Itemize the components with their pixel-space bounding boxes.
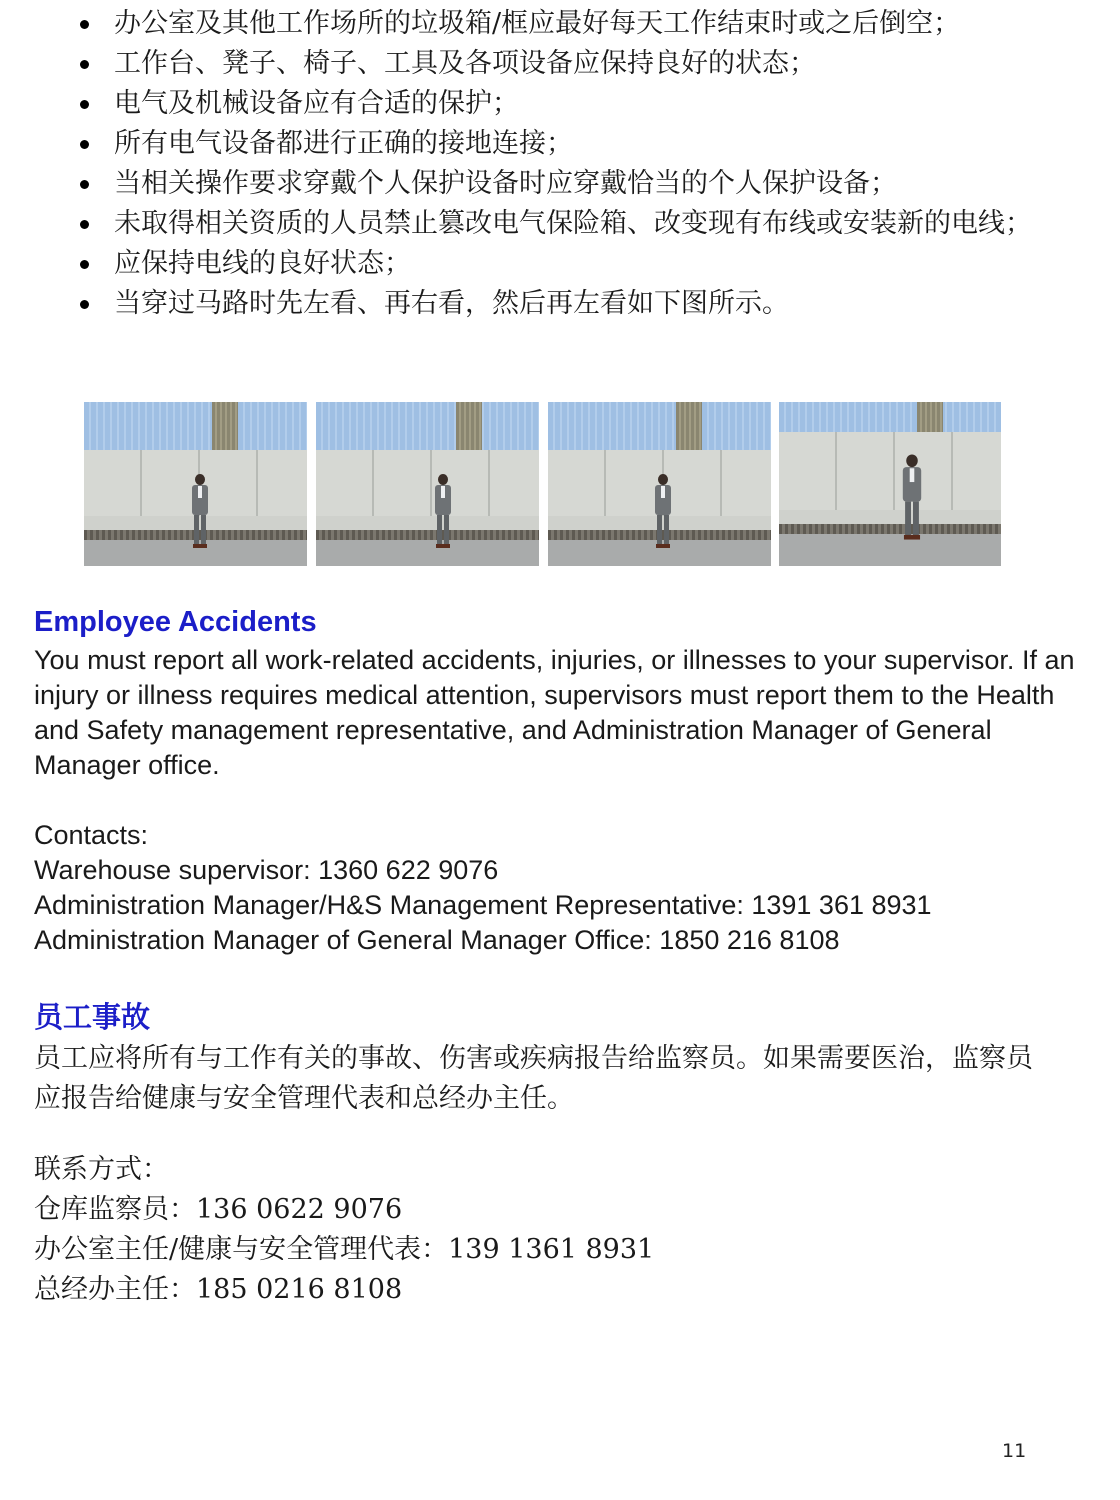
bullet-text: 未取得相关资质的人员禁止篡改电气保险箱、改变现有布线或安装新的电线； bbox=[114, 208, 1032, 239]
person-figure bbox=[434, 474, 452, 548]
accident-paragraph-english: You must report all work-related accidents, injuries, or illnesses to your supervisor. If an injury or illness requires medical attention, supervisors must report them to the Health and Safety management representative, and Administration Manager of General Manager office. bbox=[34, 645, 1075, 780]
bullet-item bbox=[70, 44, 1050, 84]
safety-bullet-list bbox=[70, 4, 1050, 324]
bullet-dot-icon bbox=[80, 260, 89, 269]
bullet-dot-icon bbox=[80, 20, 89, 29]
bullet-item bbox=[70, 284, 1050, 324]
section-heading-english: Employee Accidents bbox=[34, 606, 317, 638]
bullet-text: 电气及机械设备应有合适的保护； bbox=[114, 88, 519, 119]
bullet-item bbox=[70, 244, 1050, 284]
accident-paragraph-chinese: 员工应将所有与工作有关的事故、伤害或疾病报告给监察员。如果需要医治，监察员应报告给健康与安全管理代表和总经办主任。 bbox=[34, 1043, 1033, 1114]
contact-warehouse-supervisor: 仓库监察员：136 0622 9076 bbox=[34, 1194, 403, 1225]
bullet-text: 工作台、凳子、椅子、工具及各项设备应保持良好的状态； bbox=[114, 48, 816, 79]
contacts-block-chinese bbox=[34, 1150, 934, 1310]
bullet-text: 所有电气设备都进行正确的接地连接； bbox=[114, 128, 573, 159]
bullet-text: 当穿过马路时先左看、再右看，然后再左看如下图所示。 bbox=[114, 288, 789, 319]
bullet-dot-icon bbox=[80, 180, 89, 189]
contacts-block-english bbox=[34, 818, 1104, 958]
page-number: 11 bbox=[1002, 1440, 1027, 1462]
contact-hs-representative: Administration Manager/H&S Management Representative: 1391 361 8931 bbox=[34, 890, 932, 920]
bullet-dot-icon bbox=[80, 60, 89, 69]
photo-look-left bbox=[84, 402, 307, 566]
person-figure bbox=[191, 474, 209, 548]
bullet-item bbox=[70, 204, 1050, 244]
person-figure bbox=[654, 474, 672, 548]
bullet-dot-icon bbox=[80, 140, 89, 149]
contact-gm-office: 总经办主任：185 0216 8108 bbox=[34, 1274, 403, 1305]
bullet-text: 办公室及其他工作场所的垃圾箱/框应最好每天工作结束时或之后倒空； bbox=[114, 8, 961, 39]
bullet-text: 当相关操作要求穿戴个人保护设备时应穿戴恰当的个人保护设备； bbox=[114, 168, 897, 199]
bullet-dot-icon bbox=[80, 300, 89, 309]
bullet-item bbox=[70, 84, 1050, 124]
contacts-label: Contacts: bbox=[34, 820, 149, 850]
road-crossing-photo-strip bbox=[84, 402, 1004, 566]
section-heading-chinese: 员工事故 bbox=[34, 1000, 151, 1034]
photo-crossing bbox=[779, 402, 1001, 566]
bullet-item bbox=[70, 164, 1050, 204]
bullet-dot-icon bbox=[80, 220, 89, 229]
contact-gm-office: Administration Manager of General Manager Office: 1850 216 8108 bbox=[34, 925, 840, 955]
contact-hs-representative: 办公室主任/健康与安全管理代表：139 1361 8931 bbox=[34, 1234, 655, 1265]
bullet-item bbox=[70, 4, 1050, 44]
bullet-item bbox=[70, 124, 1050, 164]
photo-look-left-again bbox=[548, 402, 771, 566]
contact-warehouse-supervisor: Warehouse supervisor: 1360 622 9076 bbox=[34, 855, 499, 885]
bullet-text: 应保持电线的良好状态； bbox=[114, 248, 411, 279]
contacts-label: 联系方式： bbox=[34, 1154, 169, 1185]
bullet-dot-icon bbox=[80, 100, 89, 109]
person-figure bbox=[902, 454, 923, 539]
photo-look-right bbox=[316, 402, 539, 566]
